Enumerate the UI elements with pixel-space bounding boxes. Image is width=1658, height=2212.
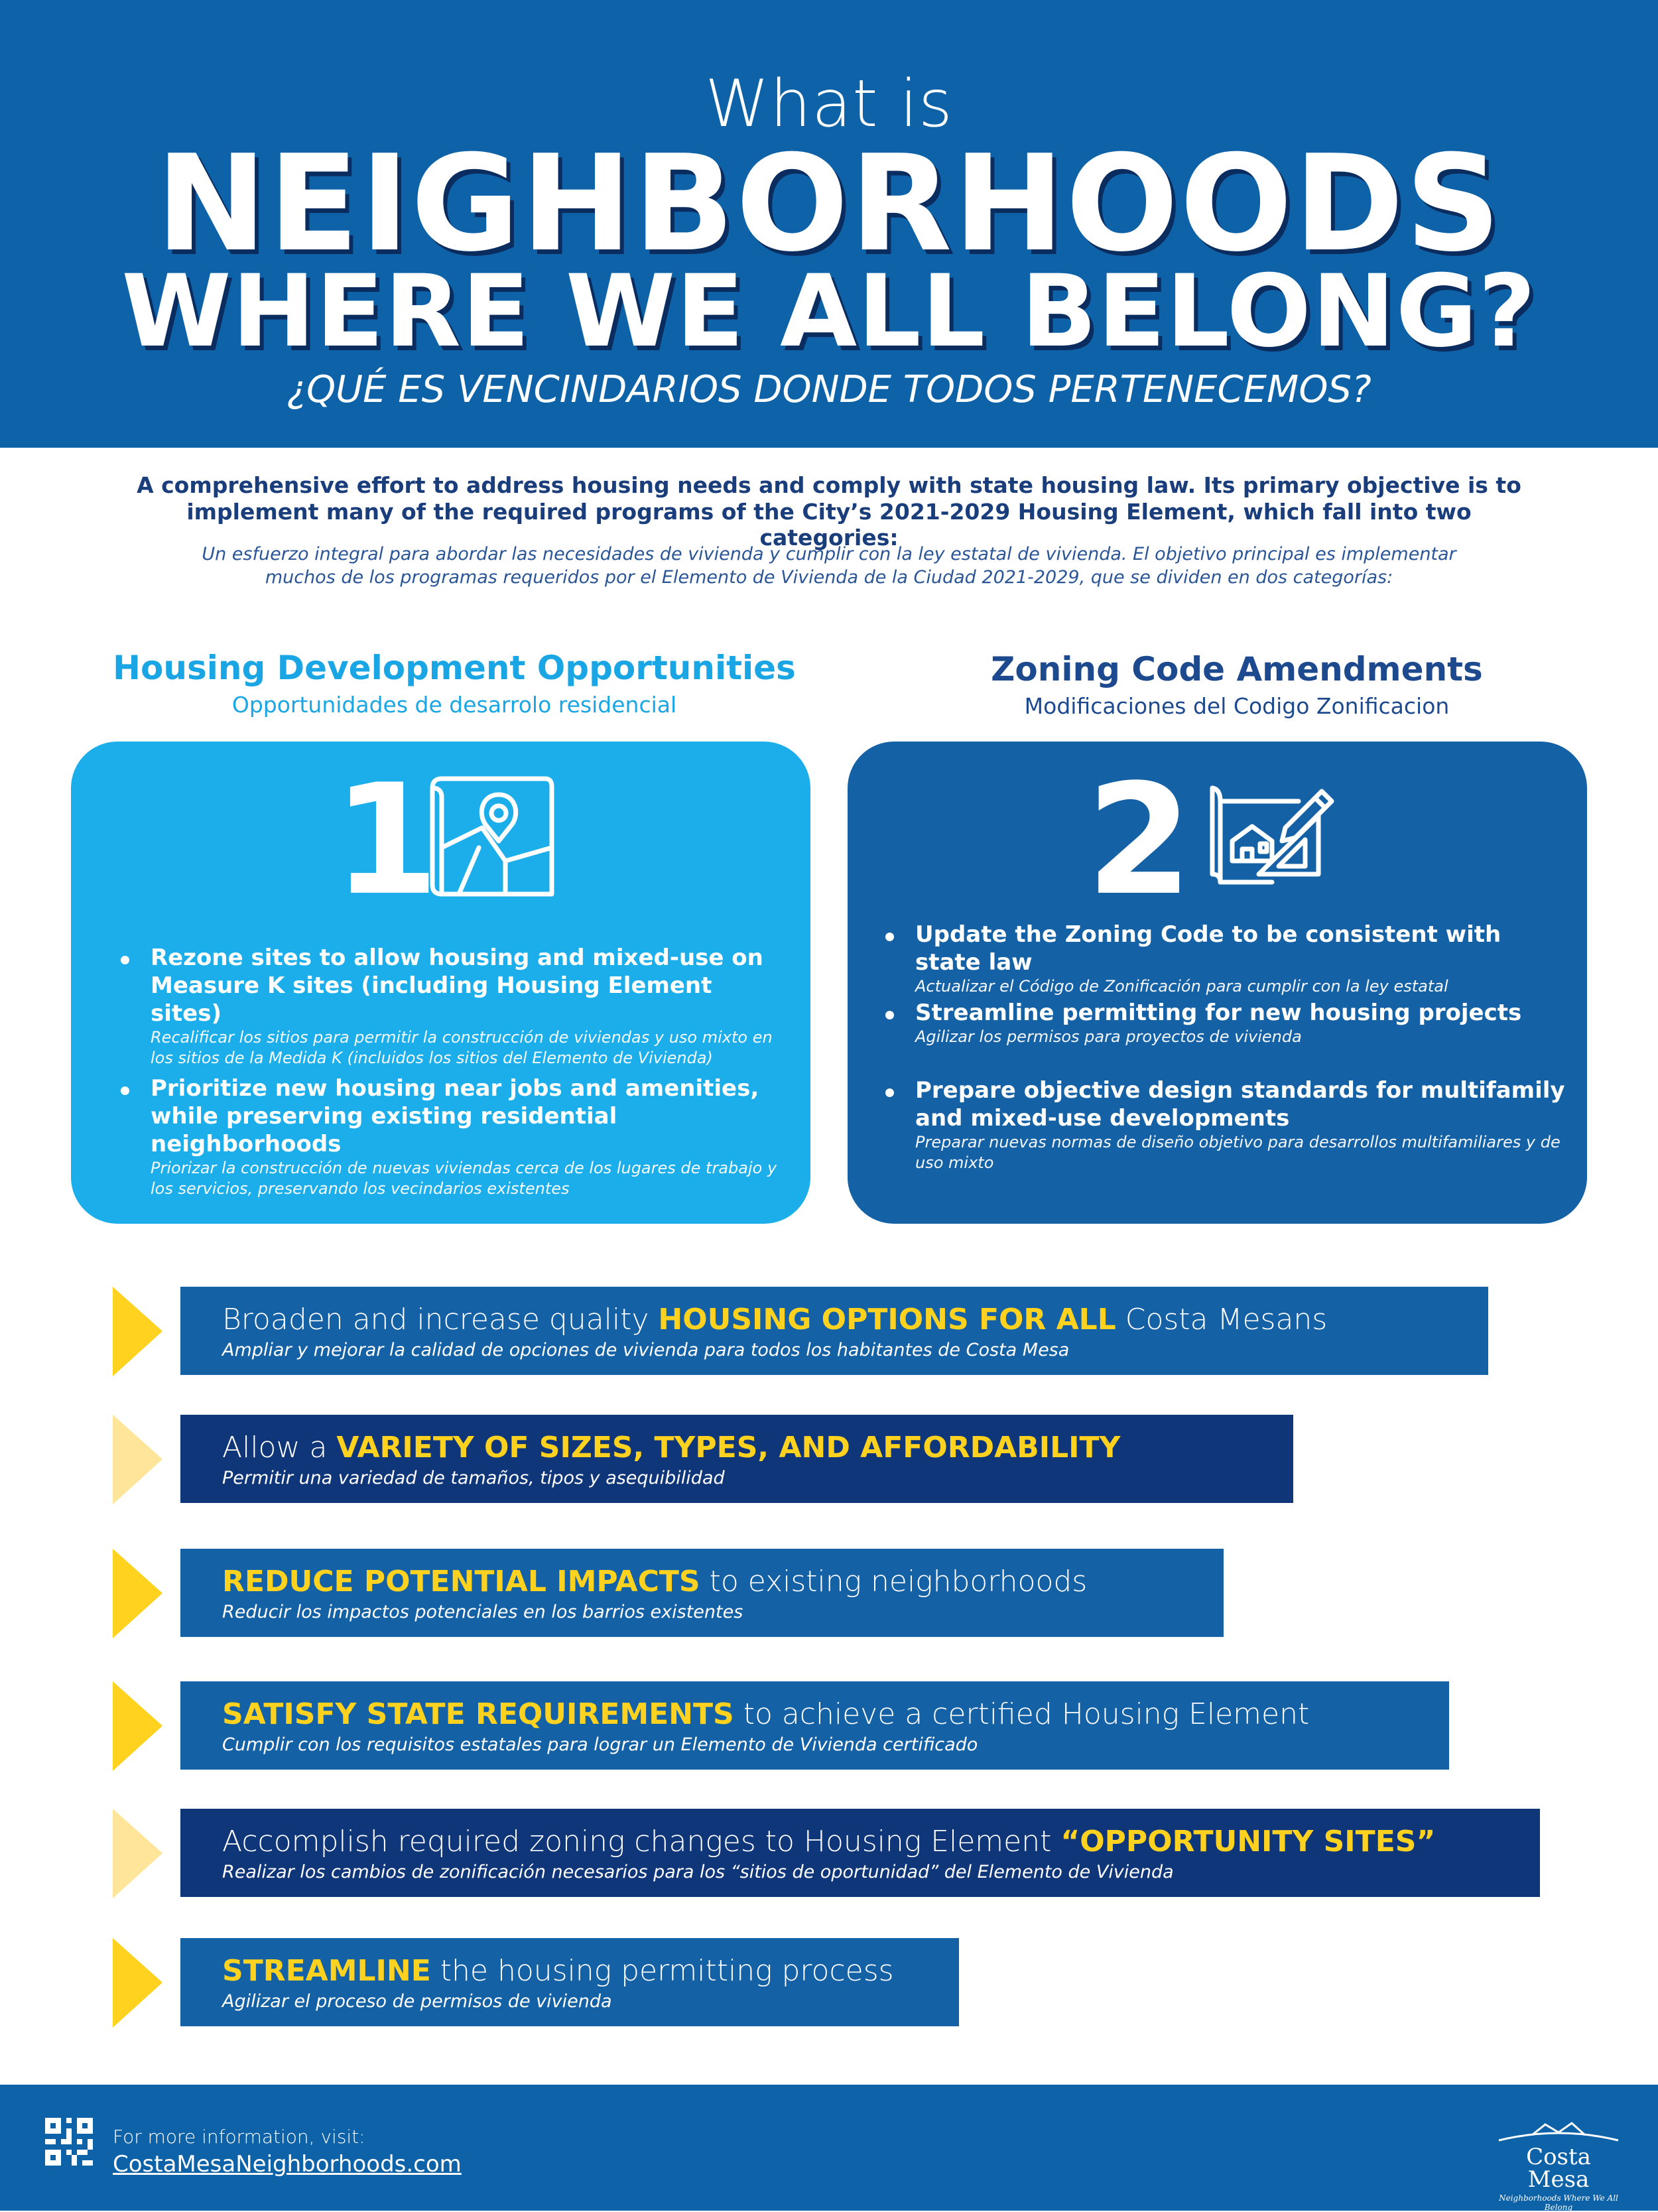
category-2-number: 2 — [1086, 752, 1193, 929]
goal-line — [222, 1697, 1309, 1731]
logo-name: Costa Mesa — [1526, 2144, 1591, 2193]
goal-spanish: Reducir los impactos potenciales en los barrios existentes — [222, 1602, 743, 1622]
footer-info-text: For more information, visit: — [113, 2126, 365, 2148]
chevron-right-icon — [113, 1938, 162, 2028]
category-1-card — [71, 742, 810, 1224]
goal-highlight: “OPPORTUNITY SITES” — [1060, 1825, 1436, 1858]
category-2-bullet-1 — [885, 921, 1568, 997]
goal-spanish: Cumplir con los requisitos estatales para lograr un Elemento de Vivienda certificado — [222, 1734, 978, 1755]
goal-highlight: SATISFY STATE REQUIREMENTS — [222, 1697, 734, 1731]
category-2-bullet-3 — [885, 1076, 1568, 1173]
bullet-english: Rezone sites to allow housing and mixed-use on Measure K sites (including Housing Element sites) — [151, 944, 763, 1027]
category-2-card — [848, 742, 1587, 1224]
goal-highlight: REDUCE POTENTIAL IMPACTS — [222, 1565, 700, 1598]
goal-spanish: Agilizar el proceso de permisos de vivienda — [222, 1991, 612, 2012]
bullet-spanish: Recalificar los sitios para permitir la construcción de viviendas y uso mixto en los sitios de la Medida K (incluidos los sitios del Elemento de Vivienda) — [151, 1028, 773, 1067]
chevron-right-icon — [113, 1549, 162, 1638]
bullet-dot — [885, 1088, 894, 1097]
goal-pre: Accomplish required zoning changes to Housing Element — [222, 1825, 1061, 1858]
bullet-dot — [121, 1086, 129, 1095]
category-1-subtitle: Opportunidades de desarrolo residencial — [231, 692, 677, 718]
bullet-spanish: Agilizar los permisos para proyectos de vivienda — [915, 1027, 1302, 1047]
header-banner — [0, 0, 1658, 448]
intro-spanish: Un esfuerzo integral para abordar las necesidades de vivienda y cumplir con la ley estatal de vivienda. El objetivo principal es implementar muchos de los programas requeridos por el Elemento de Vivienda de la Ciudad 2021-2029, que se dividen en dos categorías: — [202, 544, 1456, 588]
bullet-spanish: Actualizar el Código de Zonificación para cumplir con la ley estatal — [915, 977, 1448, 996]
chevron-right-icon — [113, 1681, 162, 1771]
chevron-right-icon — [113, 1287, 162, 1376]
goal-post: the housing permitting process — [430, 1954, 894, 1988]
bullet-dot — [885, 1011, 894, 1019]
goal-highlight: VARIETY OF SIZES, TYPES, AND AFFORDABILITY — [336, 1431, 1121, 1464]
goal-spanish: Ampliar y mejorar la calidad de opciones de vivienda para todos los habitantes de Costa Mesa — [222, 1340, 1070, 1360]
bullet-spanish: Preparar nuevas normas de diseño objetivo para desarrollos multifamiliares y de uso mixto — [915, 1133, 1561, 1172]
goal-pre: Broaden and increase quality — [222, 1303, 659, 1336]
goal-post: to existing neighborhoods — [700, 1565, 1088, 1598]
goal-bar-3 — [180, 1549, 1224, 1637]
header-spanish-title: ¿QUÉ ES VENCINDARIOS DONDE TODOS PERTENECEMOS? — [287, 368, 1371, 411]
bullet-english: Streamline permitting for new housing projects — [915, 1000, 1522, 1026]
goal-bar-5 — [180, 1809, 1540, 1897]
goal-line — [222, 1954, 894, 1988]
bullet-dot — [885, 933, 894, 941]
bullet-english: Prepare objective design standards for multifamily and mixed-use developments — [915, 1077, 1565, 1132]
goal-spanish: Realizar los cambios de zonificación necesarios para los “sitios de oportunidad” del Elemento de Vivienda — [222, 1862, 1174, 1882]
logo-tagline: Neighborhoods Where We All Belong — [1499, 2193, 1618, 2212]
blueprint-icon — [1206, 775, 1338, 903]
category-2-subtitle: Modificaciones del Codigo Zonificacion — [1024, 693, 1450, 719]
category-1-title: Housing Development Opportunities — [113, 649, 796, 687]
category-2-title: Zoning Code Amendments — [991, 650, 1483, 688]
skyline-icon — [1492, 2116, 1625, 2143]
costa-mesa-logo — [1492, 2116, 1625, 2212]
footer — [0, 2085, 1658, 2211]
map-pin-icon — [419, 775, 558, 903]
goal-highlight: HOUSING OPTIONS FOR ALL — [658, 1303, 1116, 1336]
bullet-english: Update the Zoning Code to be consistent with state law — [915, 921, 1501, 976]
goal-spanish: Permitir una variedad de tamaños, tipos y asequibilidad — [222, 1468, 725, 1488]
goal-bar-2 — [180, 1415, 1293, 1503]
header-what-is: What is — [705, 66, 953, 142]
category-2-bullet-2 — [885, 999, 1568, 1047]
goal-post: Costa Mesans — [1116, 1303, 1328, 1336]
category-1-number: 1 — [333, 752, 440, 929]
goal-line — [222, 1565, 1087, 1598]
goal-bar-1 — [180, 1287, 1488, 1375]
chevron-right-icon — [113, 1809, 162, 1898]
header-title-where-we-belong: WHERE WE ALL BELONG? — [121, 254, 1537, 369]
intro-english: A comprehensive effort to address housing needs and comply with state housing law. Its primary objective is to implement many of the required programs of the City’s 2021-2029 Housing Element, which fall into two categories: — [137, 472, 1521, 551]
chevron-right-icon — [113, 1415, 162, 1504]
bullet-dot — [121, 956, 129, 964]
category-1-bullet-2 — [121, 1074, 784, 1199]
goal-pre: Allow a — [222, 1431, 337, 1464]
bullet-spanish: Priorizar la construcción de nuevas viviendas cerca de los lugares de trabajo y los servicios, preservando los vecindarios existentes — [151, 1159, 777, 1198]
category-1-bullet-1 — [121, 944, 784, 1068]
goal-highlight: STREAMLINE — [222, 1954, 431, 1988]
goal-bar-4 — [180, 1681, 1449, 1770]
goal-bar-6 — [180, 1938, 959, 2026]
goal-post: to achieve a certified Housing Element — [733, 1697, 1310, 1731]
goal-line — [222, 1303, 1327, 1336]
header-title-neighborhoods: NEIGHBORHOODS — [156, 127, 1502, 281]
bullet-english: Prioritize new housing near jobs and amenities, while preserving existing residential neighborhoods — [151, 1075, 759, 1158]
goal-line — [222, 1825, 1435, 1858]
qr-code-icon[interactable] — [45, 2118, 93, 2168]
footer-website-link[interactable]: CostaMesaNeighborhoods.com — [113, 2151, 462, 2178]
goal-line — [222, 1431, 1120, 1464]
